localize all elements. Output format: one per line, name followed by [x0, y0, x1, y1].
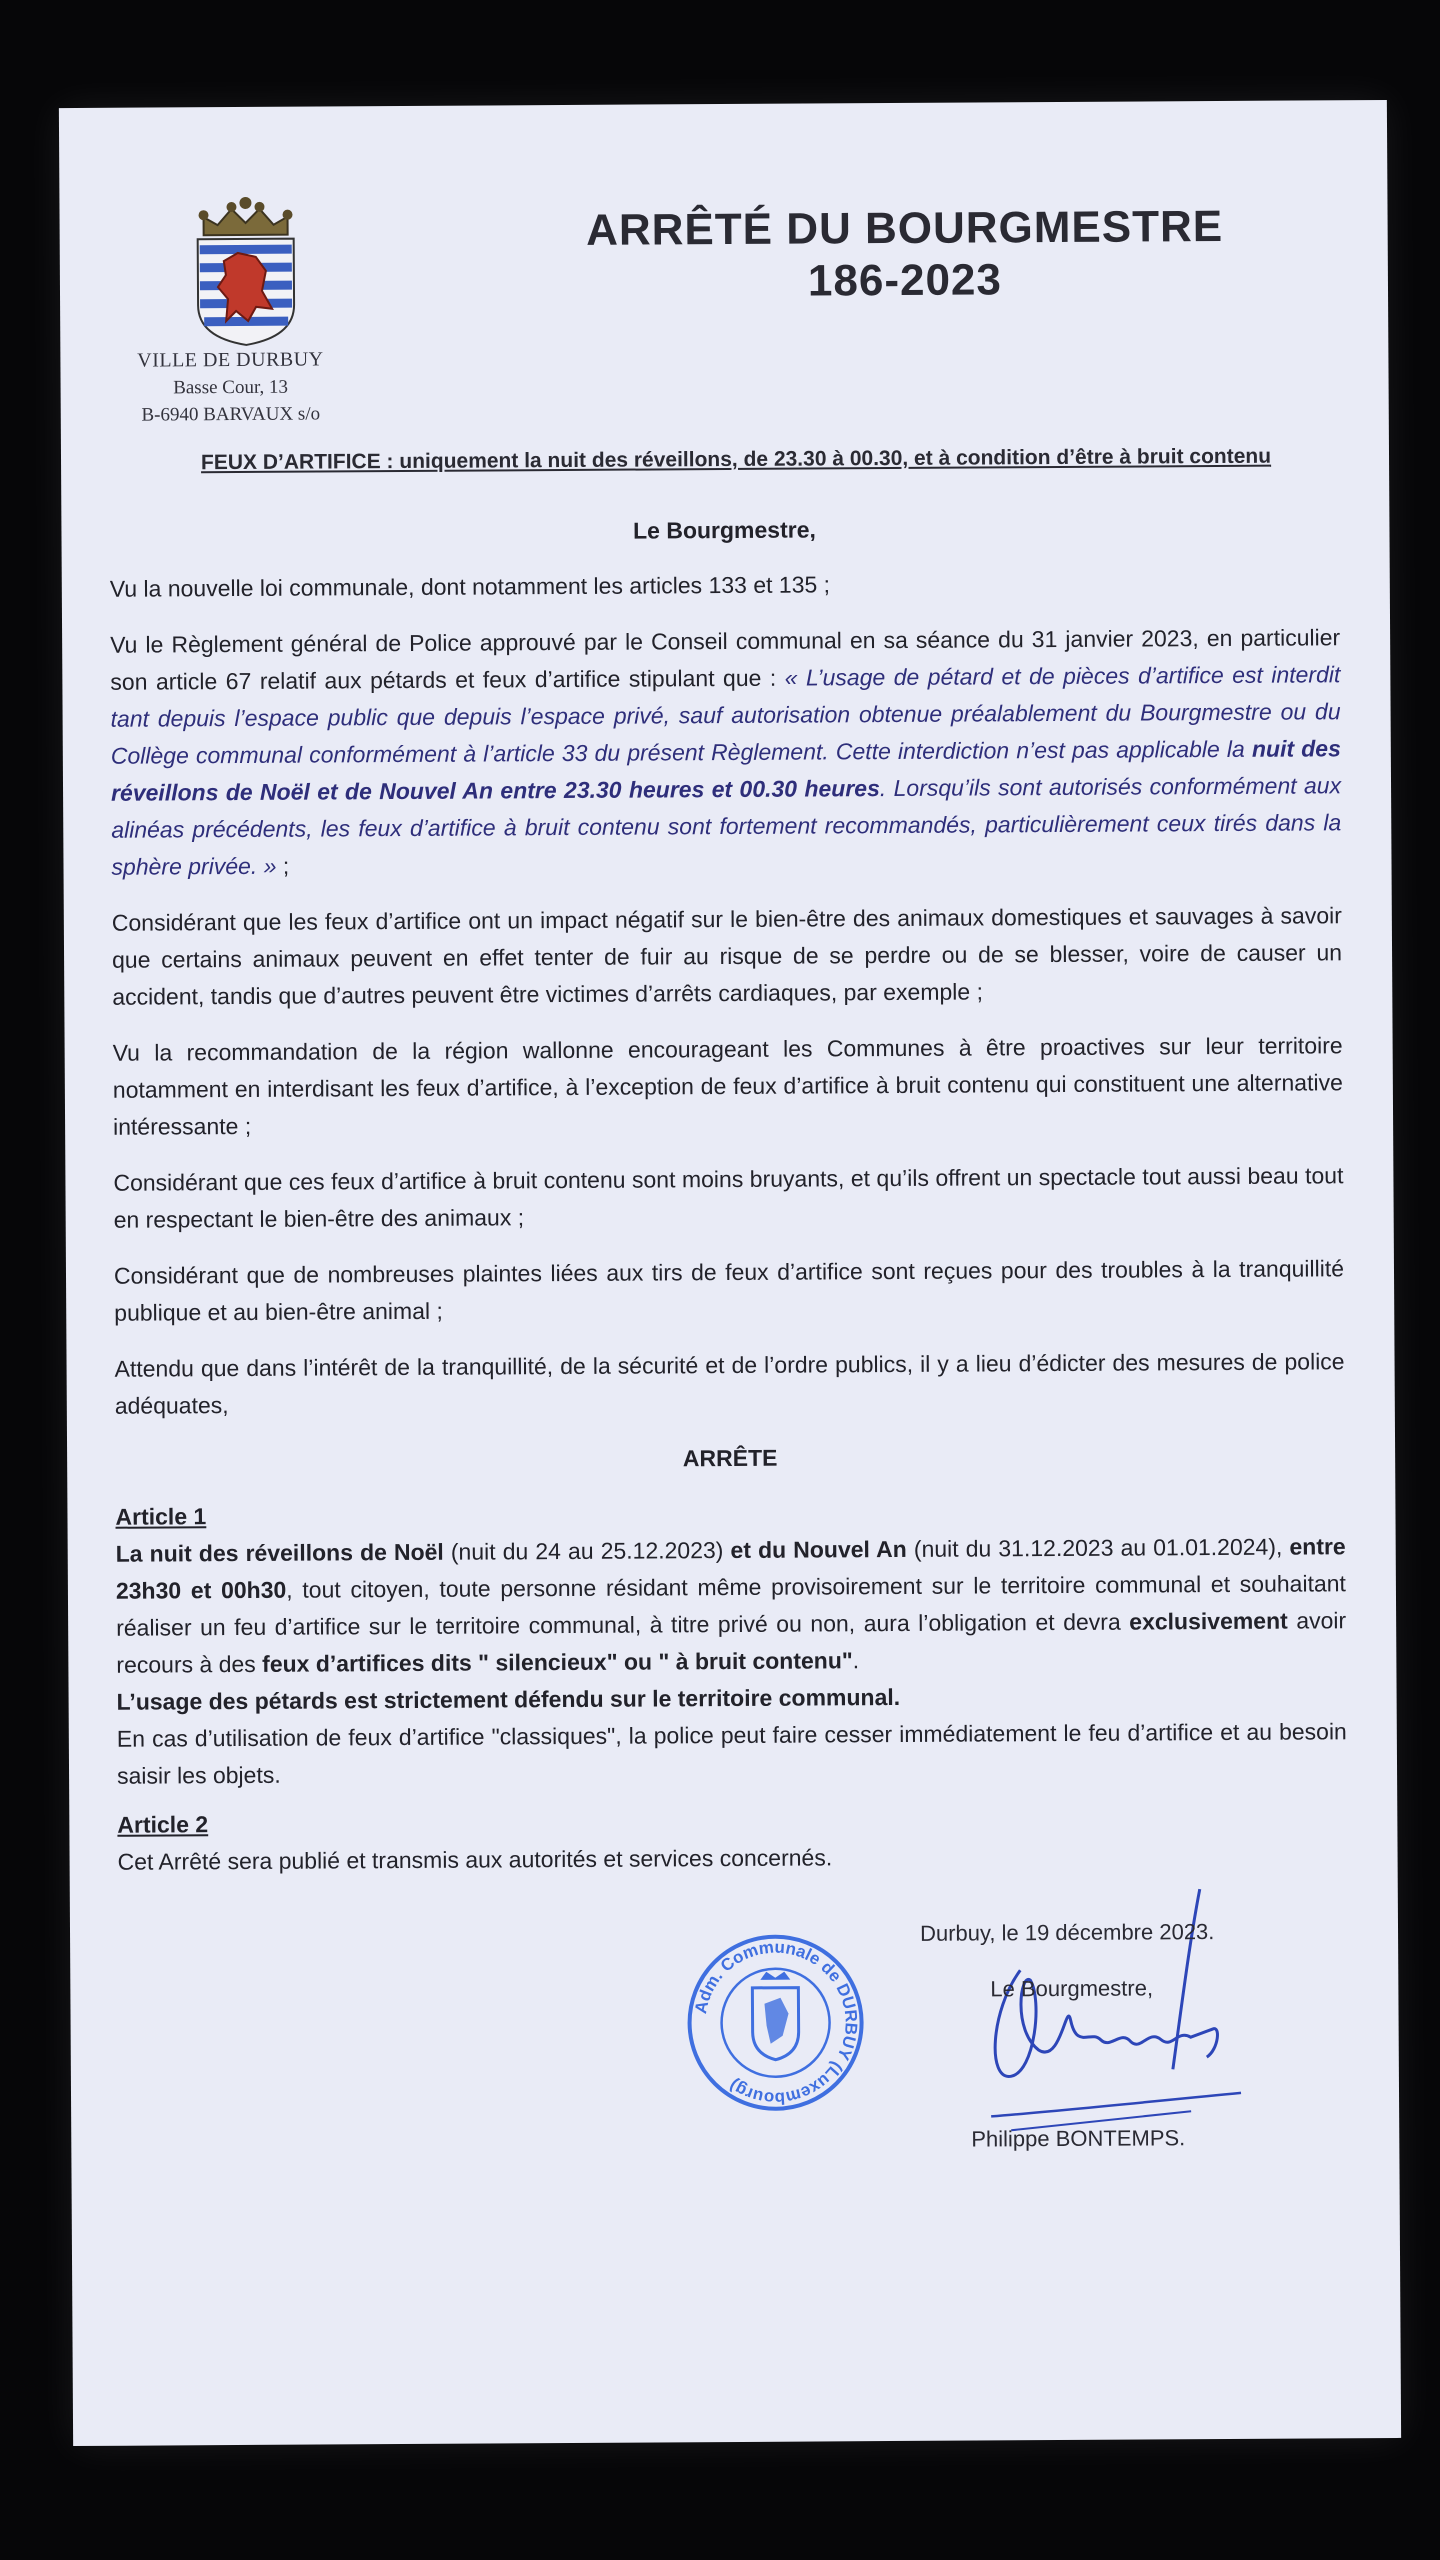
paragraph-6: Considérant que de nombreuses plaintes liées aux tirs de feux d’artifice sont reçues pour des troubles à la tranquillité publique et au bien-être animal ; — [113, 1255, 1345, 1326]
paragraph-7: Attendu que dans l’intérêt de la tranquillité, de la sécurité et de l’ordre publics, il y a lieu d’édicter des mesures de police adéquates, — [114, 1348, 1345, 1419]
article-1-text-3: , tout citoyen, toute personne résidant même provisoirement sur le territoire communal et souhaitant réaliser un feu d’artifice sur le territoire communal, à titre privé ou non, aura l’obligation et devra — [116, 1570, 1346, 1641]
arrete-heading: ARRÊTE — [682, 1444, 778, 1472]
article-2-text: Cet Arrêté sera publié et transmis aux autorités et services concernés. — [117, 1844, 833, 1875]
article-1-text — [116, 1528, 1347, 1684]
paragraph-1: Vu la nouvelle loi communale, dont notamment les articles 133 et 135 ; — [109, 571, 831, 602]
document-title — [559, 201, 1250, 309]
article-2 — [117, 1799, 1347, 1881]
paragraph-3: Considérant que les feux d’artifice ont un impact négatif sur le bien-être des animaux domestiques et sauvages à savoir que certains animaux peuvent en effet tenter de fuir au risque de se perdre ou de se blesser, voire de causer un accident, tandis que d’autres peuvent être victimes d’arrêts cardiaques, par exemple ; — [111, 902, 1343, 1010]
article-1 — [115, 1491, 1347, 1795]
article-1-bold-3: entre 23h30 et 00h30 — [115, 1533, 1346, 1604]
article-2-heading: Article 2 — [117, 1811, 209, 1838]
paragraph-5: Considérant que ces feux d’artifice à bruit contenu sont moins bruyants, et qu’ils offrent un spectacle tout aussi beau tout en respectant le bien-être des animaux ; — [113, 1162, 1344, 1233]
article-1-text-1: (nuit du 24 au 25.12.2023) — [443, 1537, 731, 1565]
document-sheet — [59, 100, 1401, 2446]
title-line-1: ARRÊTÉ DU BOURGMESTRE — [585, 201, 1224, 255]
article-1-bold-1: La nuit des réveillons de Noël — [115, 1538, 444, 1567]
article-1-heading: Article 1 — [115, 1503, 207, 1530]
article-1-bold-5: feux d’artifices dits " silencieux" ou " à bruit contenu" — [262, 1647, 853, 1677]
quoted-rule — [111, 661, 1342, 880]
signer-name: Philippe BONTEMPS. — [971, 2125, 1186, 2152]
signature-block — [910, 1918, 1330, 2152]
intro-line: Le Bourgmestre, — [632, 516, 816, 544]
title-line-2: 186-2023 — [807, 255, 1003, 306]
quote-bold: nuit des réveillons de Noël et de Nouvel An entre 23.30 heures et 00.30 heures — [110, 735, 1341, 806]
stamp-text: Adm. Communale de DURBUY (Luxembourg) — [691, 1937, 861, 2108]
paragraph-2-end: ; — [276, 852, 290, 879]
article-1-bold-2: et du Nouvel An — [730, 1535, 907, 1564]
quote-part-2: . Lorsqu’ils sont autorisés conformément aux alinéas précédents, les feux d’artifice à bruit contenu sont fortement recommandés, particulièrement ceux tirés dans la sphère privée. » — [111, 772, 1342, 880]
document-body — [109, 508, 1347, 1892]
signer-role: Le Bourgmestre, — [990, 1975, 1154, 2002]
paragraph-2 — [110, 619, 1342, 886]
town-crest-icon — [175, 187, 316, 348]
sender-town: VILLE DE DURBUY — [137, 348, 324, 372]
sender-address — [110, 346, 350, 428]
quote-part-1: « L’usage de pétard et de pièces d’artifice est interdit tant depuis l’espace public que depuis l’espace privé, sauf autorisation obtenue préalablement du Bourgmestre ou du Collège communal conformément à l’article 33 du présent Règlement. Cette interdiction n’est pas applicable la — [110, 661, 1341, 769]
article-1-police: En cas d’utilisation de feux d’artifice "classiques", la police peut faire cesser immédiatement le feu d’artifice et au besoin saisir les objets. — [116, 1718, 1347, 1789]
article-1-text-5: . — [852, 1647, 860, 1674]
article-1-bold-4: exclusivement — [1129, 1607, 1288, 1635]
article-1-prohibition-text: L’usage des pétards est strictement défendu sur le territoire communal. — [116, 1683, 901, 1715]
place-and-date: Durbuy, le 19 décembre 2023. — [919, 1919, 1215, 1946]
article-1-text-2: (nuit du 31.12.2023 au 01.01.2024), — [906, 1533, 1290, 1562]
paragraph-2-intro: Vu le Règlement général de Police approuvé par le Conseil communal en sa séance du 31 janvier 2023, en particulier son article 67 relatif aux pétards et feux d’artifice stipulant que : — [110, 624, 1341, 695]
sender-street: Basse Cour, 13 — [173, 376, 289, 399]
paragraph-4: Vu la recommandation de la région wallonne encourageant les Communes à être proactives sur leur territoire notamment en interdisant les feux d’artifice, à l’exception de feux d’artifice à bruit contenu qui constituent une alternative intéressante ; — [112, 1032, 1343, 1140]
municipal-stamp-icon — [680, 1927, 871, 2118]
subject-line: FEUX D’ARTIFICE : uniquement la nuit des réveillons, de 23.30 à 00.30, et à condition d’être à bruit contenu — [200, 444, 1272, 475]
sender-city: B-6940 BARVAUX s/o — [141, 403, 321, 426]
article-1-text-4: avoir recours à des — [116, 1607, 1347, 1678]
